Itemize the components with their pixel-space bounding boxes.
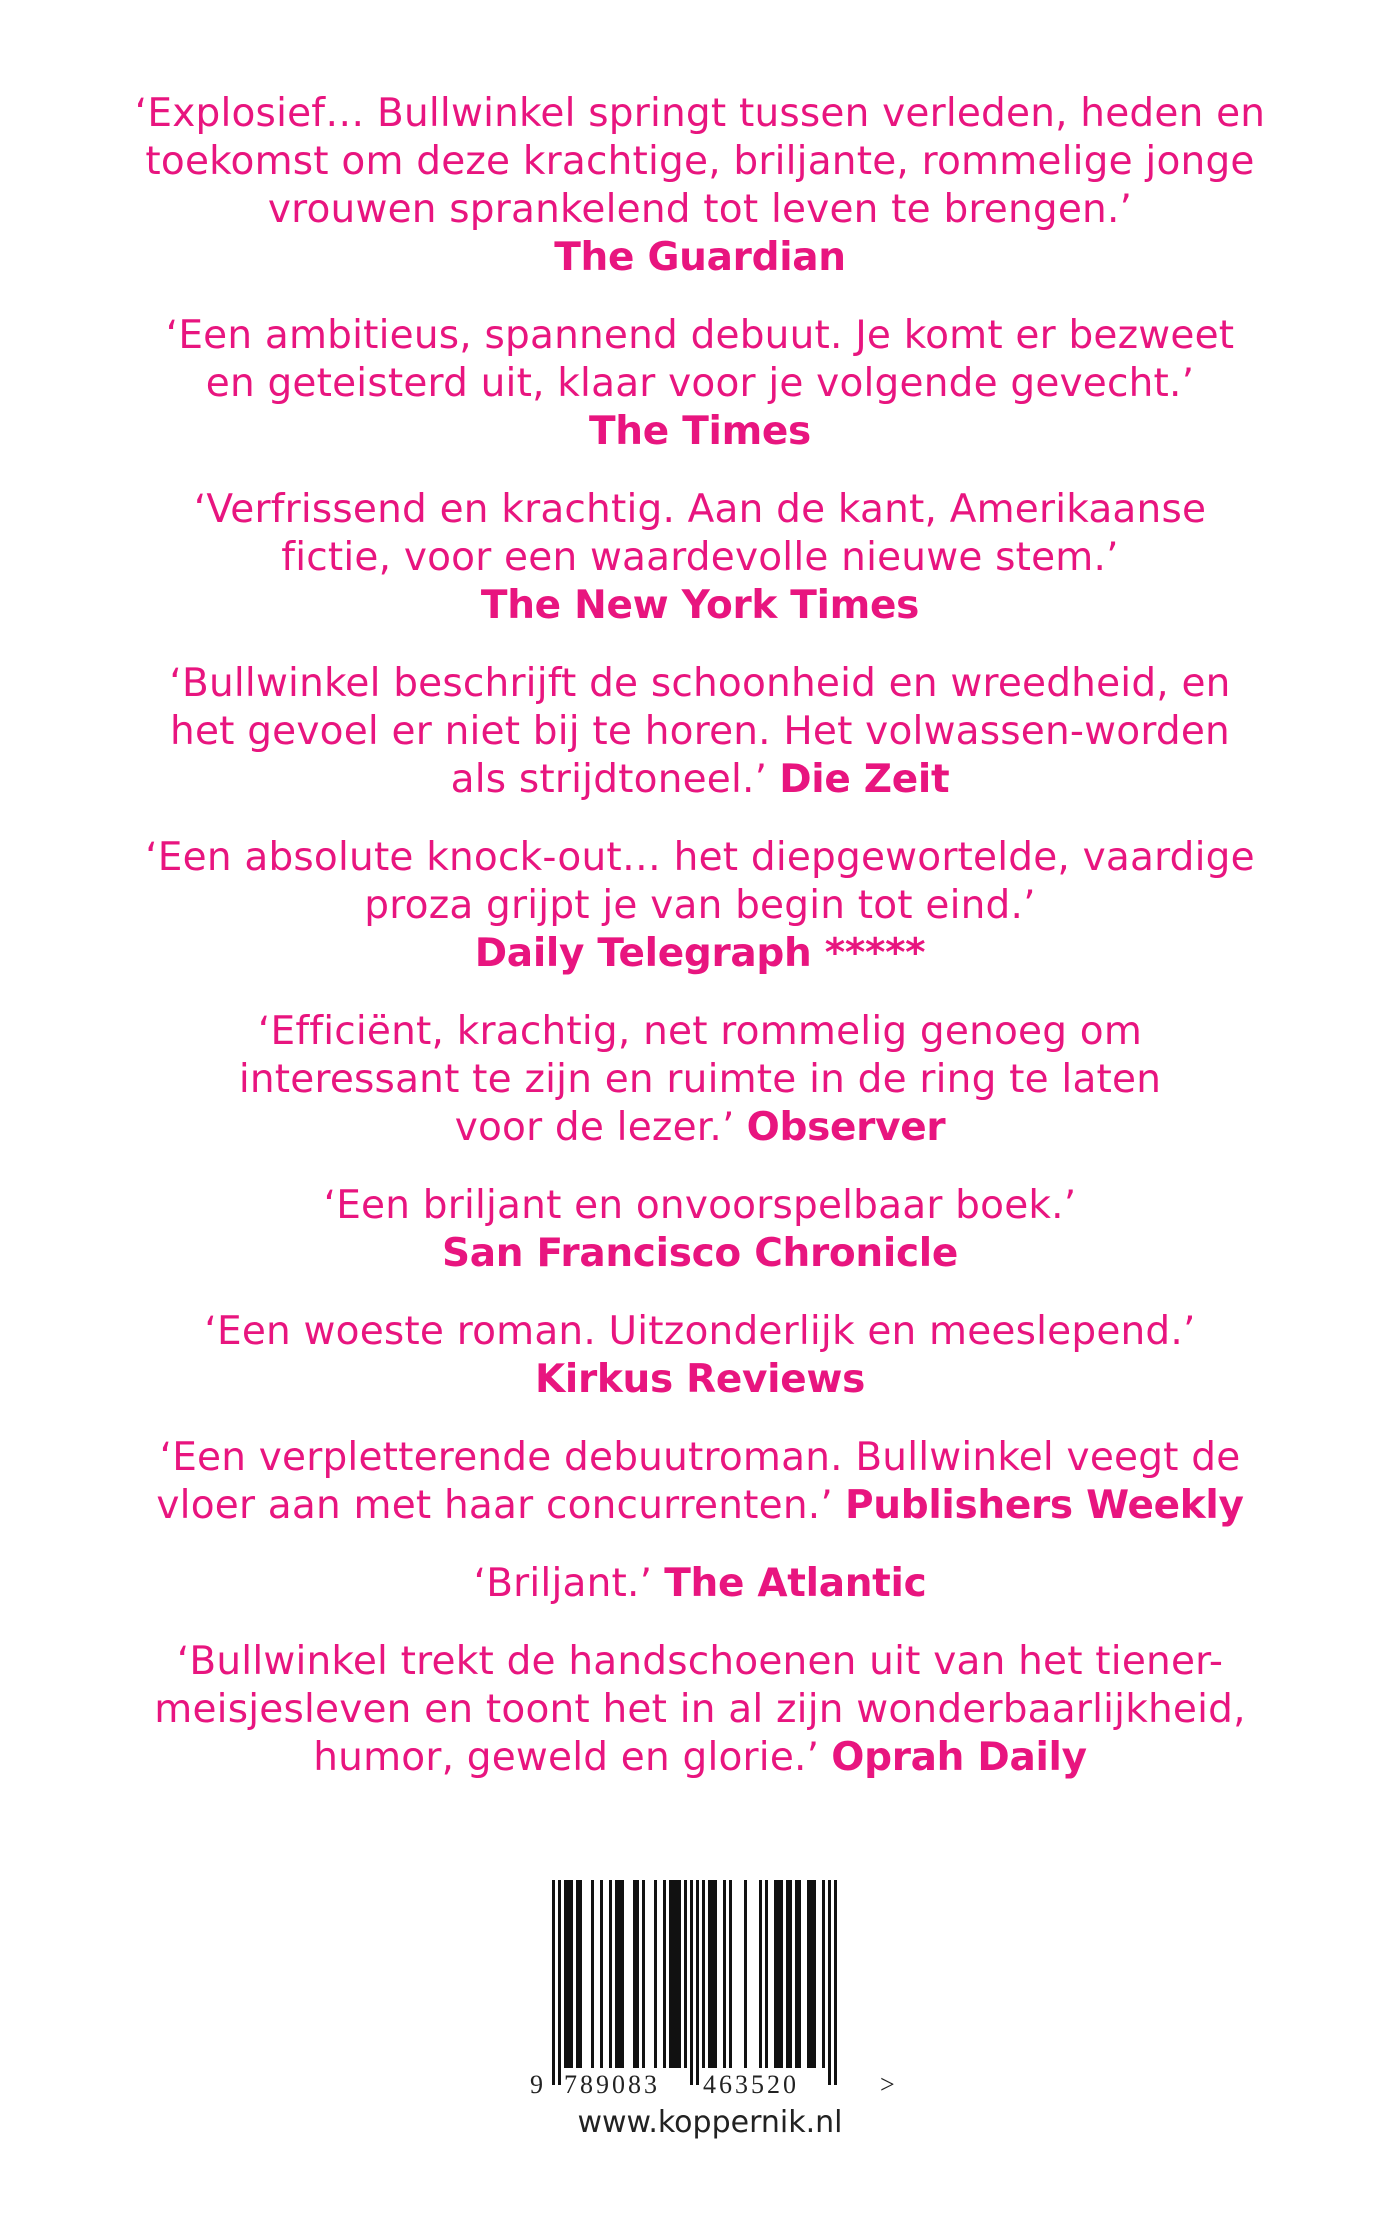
review-source: The Atlantic	[664, 1561, 927, 1606]
quote-line: ‘Een ambitieus, spannend debuut. Je komt er bezweet	[165, 313, 1235, 358]
barcode-bar	[744, 1880, 747, 2068]
barcode-bar	[729, 1880, 732, 2068]
barcode-bar	[684, 1880, 687, 2068]
barcode-bar	[672, 1880, 675, 2068]
quote-line: ‘Bullwinkel trekt de handschoenen uit van het tiener-	[176, 1639, 1224, 1684]
barcode-bar	[786, 1880, 789, 2068]
barcode-bar	[708, 1880, 711, 2068]
review-source: The New York Times	[480, 583, 920, 628]
barcode-bar	[591, 1880, 594, 2068]
publisher-website: www.koppernik.nl	[577, 2105, 843, 2140]
review-quote	[100, 1182, 1300, 1278]
barcode-bar	[711, 1880, 714, 2068]
quote-line: ‘Een verpletterende debuutroman. Bullwinkel veegt de	[159, 1435, 1241, 1480]
barcode-bar	[579, 1880, 582, 2068]
barcode-bar	[765, 1880, 768, 2068]
isbn-left-digits: 789083	[564, 2070, 660, 2099]
barcode-bar	[633, 1880, 636, 2068]
review-quote	[100, 1638, 1300, 1782]
quote-line: ‘Briljant.’ The Atlantic	[473, 1561, 927, 1606]
barcode-bar	[564, 1880, 567, 2068]
review-source: The Guardian	[554, 235, 846, 280]
quote-line: als strijdtoneel.’ Die Zeit	[450, 757, 950, 802]
quote-line: ‘Explosief… Bullwinkel springt tussen verleden, heden en	[134, 91, 1266, 136]
barcode-bar	[570, 1880, 573, 2068]
review-quote	[100, 834, 1300, 978]
quote-line: het gevoel er niet bij te horen. Het volwassen-worden	[170, 709, 1230, 754]
barcode-bar	[642, 1880, 645, 2068]
barcode-bar	[678, 1880, 681, 2068]
barcode-bar	[567, 1880, 570, 2068]
quote-line: ‘Efficiënt, krachtig, net rommelig genoeg om	[257, 1009, 1143, 1054]
barcode-bar	[690, 1880, 693, 2085]
review-source: Oprah Daily	[831, 1735, 1087, 1780]
barcode-bar	[759, 1880, 762, 2068]
quote-line: vrouwen sprankelend tot leven te brengen.’	[267, 187, 1133, 232]
barcode-bar	[810, 1880, 813, 2068]
review-quote	[100, 312, 1300, 456]
quote-line: voor de lezer.’ Observer	[454, 1105, 946, 1150]
review-source: Observer	[746, 1105, 946, 1150]
review-source: Publishers Weekly	[844, 1483, 1244, 1528]
quote-line: ‘Een briljant en onvoorspelbaar boek.’	[323, 1183, 1077, 1228]
barcode-bars	[530, 1880, 890, 2085]
review-quote	[100, 1308, 1300, 1404]
quote-line: ‘Verfrissend en krachtig. Aan de kant, Amerikaanse	[193, 487, 1207, 532]
barcode-bar	[777, 1880, 780, 2068]
barcode-bar	[780, 1880, 783, 2068]
barcode-bar	[822, 1880, 825, 2068]
quote-line: meisjesleven en toont het in al zijn wonderbaarlijkheid,	[154, 1687, 1246, 1732]
quote-line: en geteisterd uit, klaar voor je volgende gevecht.’	[205, 361, 1195, 406]
barcode-bar	[654, 1880, 657, 2068]
quote-line: fictie, voor een waardevolle nieuwe stem.’	[281, 535, 1119, 580]
barcode-bar	[615, 1880, 618, 2068]
barcode-bar	[600, 1880, 603, 2068]
review-quote	[100, 90, 1300, 282]
quote-line: vloer aan met haar concurrenten.’ Publishers Weekly	[156, 1483, 1244, 1528]
barcode-bar	[558, 1880, 561, 2085]
isbn-digits	[530, 2070, 895, 2100]
quote-line: ‘Een absolute knock-out… het diepgewortelde, vaardige	[145, 835, 1255, 880]
review-source: Daily Telegraph *****	[474, 931, 926, 976]
quote-line: ‘Bullwinkel beschrijft de schoonheid en wreedheid, en	[169, 661, 1231, 706]
barcode-bar	[663, 1880, 666, 2068]
barcode-bar	[618, 1880, 621, 2068]
review-quotes	[100, 90, 1300, 1812]
isbn-tail-mark: >	[880, 2070, 895, 2099]
barcode-bar	[807, 1880, 810, 2068]
quote-line: humor, geweld en glorie.’ Oprah Daily	[313, 1735, 1087, 1780]
review-source: San Francisco Chronicle	[442, 1231, 958, 1276]
review-quote	[100, 660, 1300, 804]
quote-line: interessant te zijn en ruimte in de ring te laten	[238, 1057, 1162, 1102]
barcode-bar	[723, 1880, 726, 2068]
barcode-bar	[798, 1880, 801, 2068]
barcode-bar	[774, 1880, 777, 2068]
barcode-bar	[636, 1880, 639, 2068]
barcode-bar	[789, 1880, 792, 2068]
review-quote	[100, 1434, 1300, 1530]
review-quote	[100, 486, 1300, 630]
quote-line: ‘Een woeste roman. Uitzonderlijk en meeslepend.’	[204, 1309, 1196, 1354]
barcode-bar	[702, 1880, 705, 2068]
review-source: Die Zeit	[779, 757, 950, 802]
barcode-bar	[669, 1880, 672, 2068]
review-quote	[100, 1560, 1300, 1608]
barcode-bar	[552, 1880, 555, 2085]
barcode-bar	[813, 1880, 816, 2068]
barcode-bar	[576, 1880, 579, 2068]
review-source: The Times	[589, 409, 811, 454]
isbn-lead-digit: 9	[530, 2070, 543, 2099]
isbn-right-digits: 463520	[703, 2070, 799, 2099]
barcode-bar	[714, 1880, 717, 2068]
barcode-bar	[696, 1880, 699, 2085]
barcode-bar	[609, 1880, 612, 2068]
quote-line: proza grijpt je van begin tot eind.’	[364, 883, 1036, 928]
barcode-bar	[621, 1880, 624, 2068]
review-quote	[100, 1008, 1300, 1152]
barcode-bar	[795, 1880, 798, 2068]
review-source: Kirkus Reviews	[534, 1357, 866, 1402]
isbn-barcode	[530, 1880, 895, 2140]
barcode-bar	[834, 1880, 837, 2085]
barcode-bar	[675, 1880, 678, 2068]
quote-line: toekomst om deze krachtige, briljante, rommelige jonge	[145, 139, 1255, 184]
barcode-bar	[828, 1880, 831, 2085]
